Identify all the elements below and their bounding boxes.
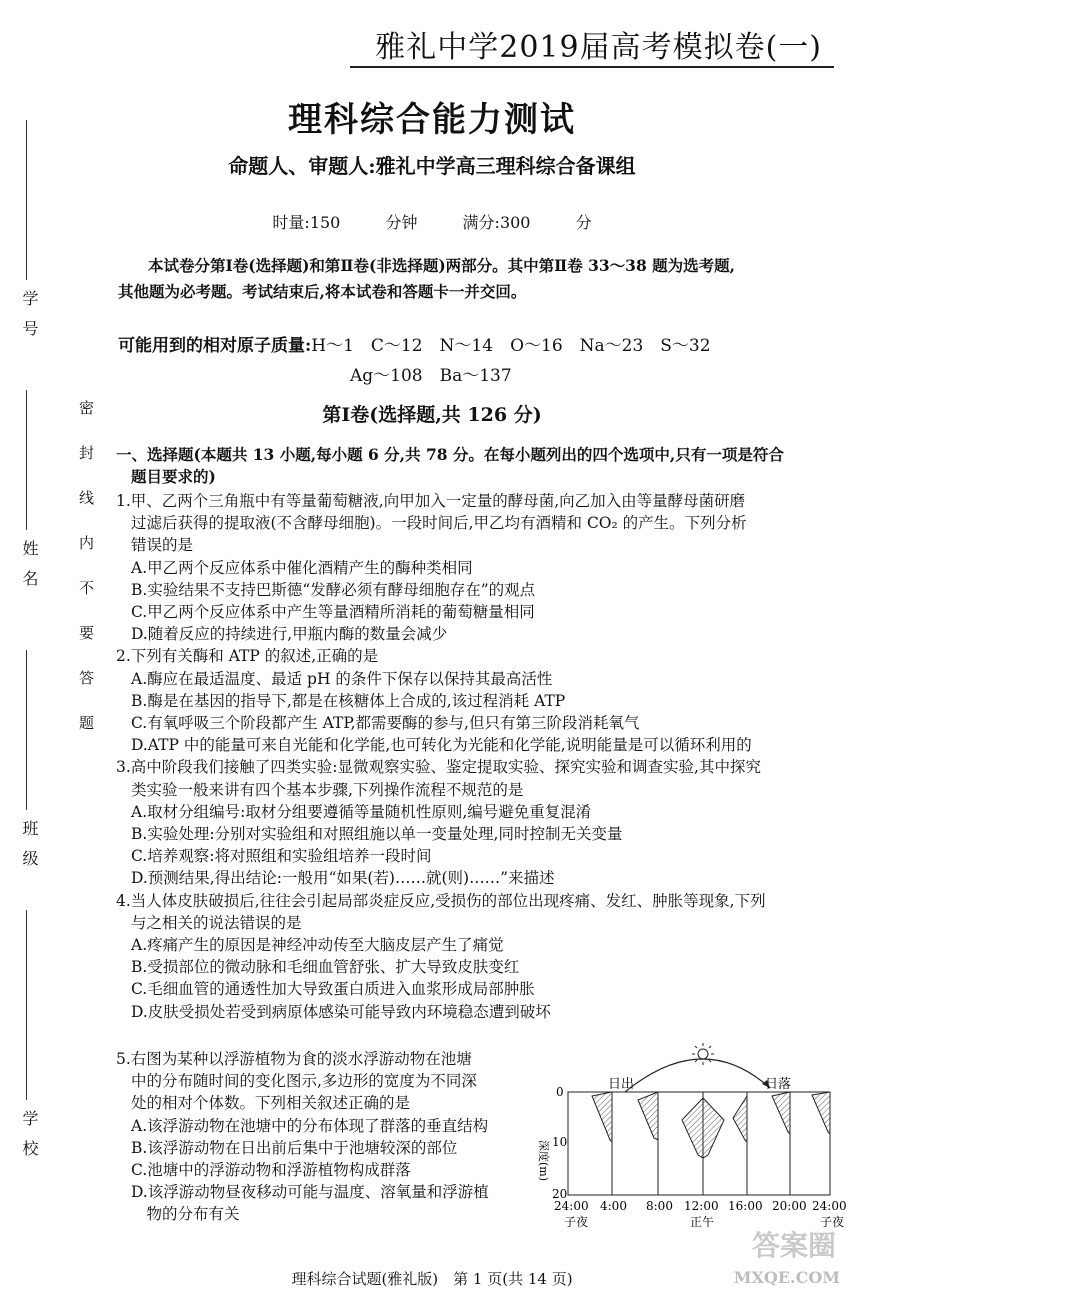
x-tick-5: 20:00 [772,1199,807,1213]
y-tick-0: 0 [556,1085,564,1099]
plankton-distribution-figure [537,1040,850,1230]
page-footer: 理科综合试题(雅礼版) 第 1 页(共 14 页) [291,1270,573,1288]
school-label: 学校 [20,1110,39,1170]
x-tick-3: 12:00 [684,1199,719,1213]
seal-warning-text: 密封线内不要答题 [77,400,95,760]
sun-arc [625,1059,770,1092]
atomic-mass-line-2: Ag～108 Ba～137 [350,366,512,386]
y-tick-10: 10 [552,1135,568,1149]
question-5 [116,1048,546,1226]
atomic-mass-line-1 [118,334,838,358]
part1-heading-2: 题目要求的) [131,467,216,486]
name-label: 姓名 [20,540,39,600]
q3-stem-2: 类实验一般来讲有四个基本步骤,下列操作流程不规范的是 [131,780,524,799]
q2-option-a: A.酶应在最适温度、最适 pH 的条件下保存以保持其最高活性 [131,669,553,688]
q2-stem-1: 2.下列有关酶和 ATP 的叙述,正确的是 [116,647,379,666]
school-line [26,910,27,1100]
full-score: 满分:300 分 [462,213,592,232]
distribution-right-edge [812,1092,830,1134]
q4-stem-1: 4.当人体皮肤破损后,往往会引起局部炎症反应,受损伤的部位出现疼痛、发红、肿胀等现象,下列 [116,891,766,910]
x-tick-6: 24:00 [812,1199,847,1213]
question-1 [116,490,846,1023]
atomic-mass-label: 可能用到的相对原子质量: [118,336,312,356]
y-tick-20: 20 [552,1187,568,1201]
q5-option-c: C.池塘中的浮游动物和浮游植物构成群落 [131,1161,411,1180]
sunrise-label: 日出 [608,1077,635,1092]
q3-option-a: A.取材分组编号:取材分组要遵循等量随机性原则,编号避免重复混淆 [131,802,592,821]
q5-option-a: A.该浮游动物在池塘中的分布体现了群落的垂直结构 [131,1116,489,1135]
x-tick-0: 24:00 [554,1199,589,1213]
x-tick-4: 16:00 [728,1199,763,1213]
q1-stem-2: 过滤后获得的提取液(不含酵母细胞)。一段时间后,甲乙均有酒精和 CO₂ 的产生。下列分析 [131,514,747,533]
x-sub-noon: 正午 [690,1215,715,1229]
x-sub-midnight: 子夜 [564,1215,589,1229]
name-line [26,390,27,530]
header-rule [350,66,834,68]
q3-option-b: B.实验处理:分别对实验组和对照组施以单一变量处理,同时控制无关变量 [131,825,623,844]
q1-option-d: D.随着反应的持续进行,甲瓶内酶的数量会减少 [131,625,448,644]
section-title: 第Ⅰ卷(选择题,共 126 分) [322,404,542,426]
q2-option-b: B.酶是在基因的指导下,都是在核糖体上合成的,该过程消耗 ATP [131,691,566,710]
exam-header: 雅礼中学2019届高考模拟卷(一) [375,30,822,65]
watermark-logo: 答案圈 [751,1229,836,1262]
time-column-1200 [682,1092,724,1195]
time-column-0800 [638,1092,658,1195]
q4-option-d: D.皮肤受损处若受到病原体感染可能导致内环境稳态遭到破坏 [131,1002,551,1021]
q1-stem-1: 1.甲、乙两个三角瓶中有等量葡萄糖液,向甲加入一定量的酵母菌,向乙加入由等量酵母菌研磨 [116,492,746,510]
x-tick-1: 4:00 [600,1199,627,1213]
q1-option-c: C.甲乙两个反应体系中产生等量酒精所消耗的葡萄糖量相同 [131,603,535,622]
x-sub-midnight-2: 子夜 [820,1215,845,1229]
x-tick-2: 8:00 [646,1199,673,1213]
sunset-label: 日落 [765,1077,792,1092]
q5-stem-2: 中的分布随时间的变化图示,多边形的宽度为不同深 [131,1072,477,1091]
part1-heading-1: 一、选择题(本题共 13 小题,每小题 6 分,共 78 分。在每小题列出的四个选项中,只有一项是符合 [116,445,784,464]
q2-option-c: C.有氧呼吸三个阶段都产生 ATP,都需要酶的参与,但只有第三阶段消耗氧气 [131,714,640,733]
q4-stem-2: 与之相关的说法错误的是 [131,913,302,932]
q3-stem-1: 3.高中阶段我们接触了四类实验:显微观察实验、鉴定提取实验、探究实验和调查实验,其中探究 [116,758,761,777]
student-no-line [26,120,27,280]
instructions-line-2: 其他题为必考题。考试结束后,将本试卷和答题卡一并交回。 [118,282,527,301]
time-column-2000 [772,1092,790,1195]
time-info [0,210,864,233]
subtitle: 命题人、审题人:雅礼中学高三理科综合备课组 [228,154,636,178]
instructions-line-1: 本试卷分第Ⅰ卷(选择题)和第Ⅱ卷(非选择题)两部分。其中第Ⅱ卷 33～38 题为选考题, [148,256,736,275]
student-no-label: 学号 [20,290,39,350]
q5-option-b: B.该浮游动物在日出前后集中于池塘较深的部位 [131,1138,458,1157]
class-label: 班级 [20,820,39,880]
q4-option-c: C.毛细血管的通透性加大导致蛋白质进入血浆形成局部肿胀 [131,980,535,999]
q1-option-a: A.甲乙两个反应体系中催化酒精产生的酶种类相同 [131,558,473,577]
q1-option-b: B.实验结果不支持巴斯德“发酵必须有酵母细胞存在”的观点 [131,580,536,599]
q2-option-d: D.ATP 中的能量可来自光能和化学能,也可转化为光能和化学能,说明能量是可以循环利用的 [131,736,752,755]
binding-sidebar [18,250,98,1230]
q1-stem-3: 错误的是 [131,536,194,555]
q5-stem-3: 处的相对个体数。下列相关叙述正确的是 [131,1094,411,1113]
time-column-0400 [592,1092,612,1195]
q3-option-d: D.预测结果,得出结论:一般用“如果(若)……就(则)……”来描述 [131,869,555,888]
sun-icon [692,1043,714,1065]
q5-option-d-cont: 物的分布有关 [131,1205,240,1224]
q4-option-b: B.受损部位的微动脉和毛细血管舒张、扩大导致皮肤变红 [131,958,520,977]
class-line [26,650,27,810]
q4-option-a: A.疼痛产生的原因是神经冲动传至大脑皮层产生了痛觉 [131,936,504,955]
q5-stem-1: 5.右图为某种以浮游植物为食的淡水浮游动物在池塘 [116,1050,472,1068]
watermark-url: MXQE.COM [733,1268,840,1287]
time-column-1600 [733,1092,747,1195]
y-axis-label: 深度(m) [537,1140,550,1182]
page-title: 理科综合能力测试 [288,100,576,140]
q3-option-c: C.培养观察:将对照组和实验组培养一段时间 [131,847,432,866]
time-limit: 时量:150 分钟 [272,213,418,232]
atomic-mass-values-1: H～1 C～12 N～14 O～16 Na～23 S～32 [311,336,711,356]
q5-option-d: D.该浮游动物昼夜移动可能与温度、溶氧量和浮游植 [131,1183,489,1202]
